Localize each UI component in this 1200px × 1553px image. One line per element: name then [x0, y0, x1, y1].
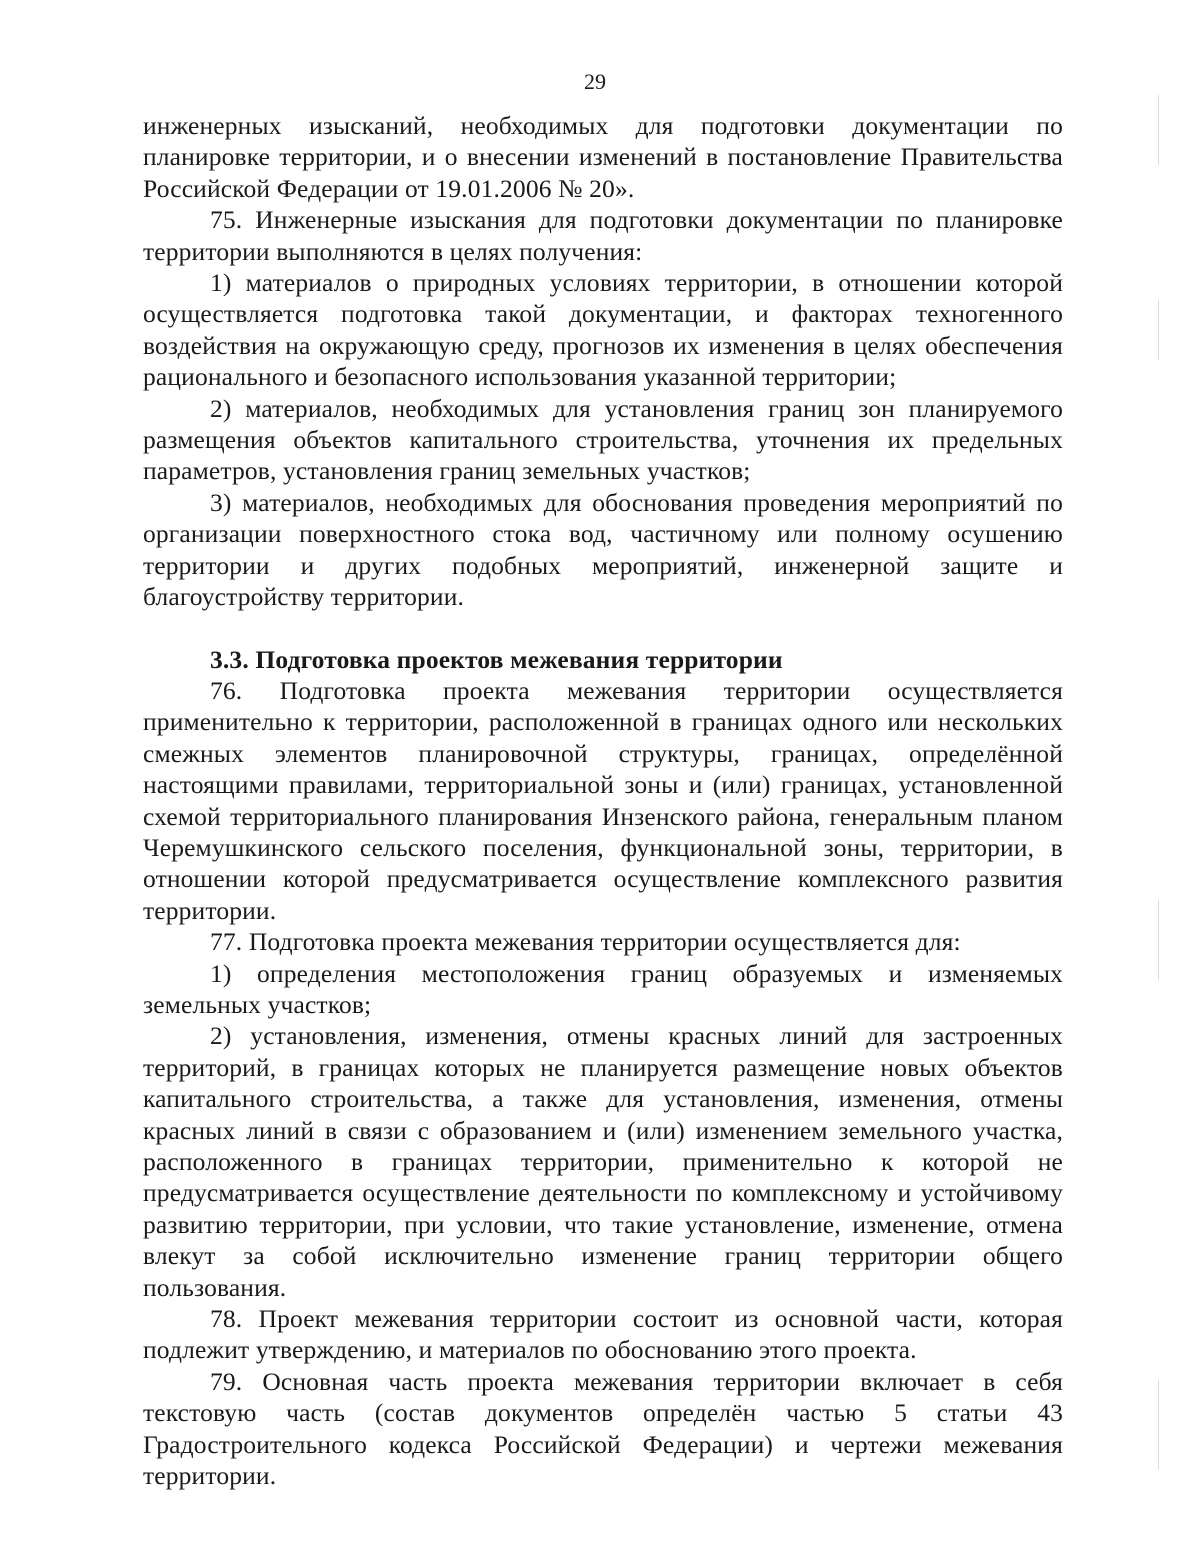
scan-edge-mark: [1158, 95, 1159, 165]
paragraph-76: 76. Подготовка проекта межевания территории осуществляется применительно к территории, расположенной в границах одного или нескольких смежных элементов планировочной структуры, границах, определённой настоящими правилами, территориальной зоны и (или) границах, установленной схемой территориального планирования Инзенского района, генеральным планом Черемушкинского сельского поселения, функциональной зоны, территории, в отношении которой предусматривается осуществление комплексного развития территории.: [143, 675, 1063, 925]
paragraph-75: 75. Инженерные изыскания для подготовки документации по планировке территории выполняются в целях получения:: [143, 205, 1063, 266]
paragraph-78: 78. Проект межевания территории состоит из основной части, которая подлежит утверждению, и материалов по обоснованию этого проекта.: [143, 1304, 1063, 1365]
paragraph-79: 79. Основная часть проекта межевания территории включает в себя текстовую часть (состав документов определён частью 5 статьи 43 Градостроительного кодекса Российской Федерации) и чертежи межевания территории.: [143, 1366, 1063, 1491]
paragraph-77-item-1: 1) определения местоположения границ образуемых и изменяемых земельных участков;: [143, 958, 1063, 1019]
paragraph-continuation: инженерных изысканий, необходимых для подготовки документации по планировке территории, и о внесении изменений в постановление Правительства Российской Федерации от 19.01.2006 № 20».: [143, 111, 1063, 203]
paragraph-75-item-3: 3) материалов, необходимых для обоснования проведения мероприятий по организации поверхностного стока вод, частичному или полному осушению территории и других подобных мероприятий, инженерной защите и благоустройству территории.: [143, 487, 1063, 612]
scan-edge-mark: [1158, 300, 1159, 360]
paragraph-77: 77. Подготовка проекта межевания территории осуществляется для:: [210, 927, 961, 957]
paragraph-77-item-2: 2) установления, изменения, отмены красных линий для застроенных территорий, в границах которых не планируется размещение новых объектов капитального строительства, а также для установления, изменения, отмены красных линий в связи с образованием и (или) изменением земельного участка, расположенного в границах территории, применительно к которой не предусматривается осуществление деятельности по комплексному и устойчивому развитию территории, при условии, что такие установление, изменение, отмена влекут за собой исключительно изменение границ территории общего пользования.: [143, 1021, 1063, 1302]
section-heading: 3.3. Подготовка проектов межевания территории: [210, 644, 783, 674]
document-body: [143, 110, 1063, 1491]
paragraph-75-item-1: 1) материалов о природных условиях территории, в отношении которой осуществляется подготовка такой документации, и факторах техногенного воздействия на окружающую среду, прогнозов их изменения в целях обеспечения рационального и безопасного использования указанной территории;: [143, 268, 1063, 392]
paragraph-75-item-2: 2) материалов, необходимых для установления границ зон планируемого размещения объектов капитального строительства, уточнения их предельных параметров, установления границ земельных участков;: [143, 393, 1063, 486]
page-number: 29: [584, 69, 606, 94]
scan-edge-mark: [1158, 900, 1159, 980]
scan-edge-mark: [1158, 1380, 1159, 1470]
